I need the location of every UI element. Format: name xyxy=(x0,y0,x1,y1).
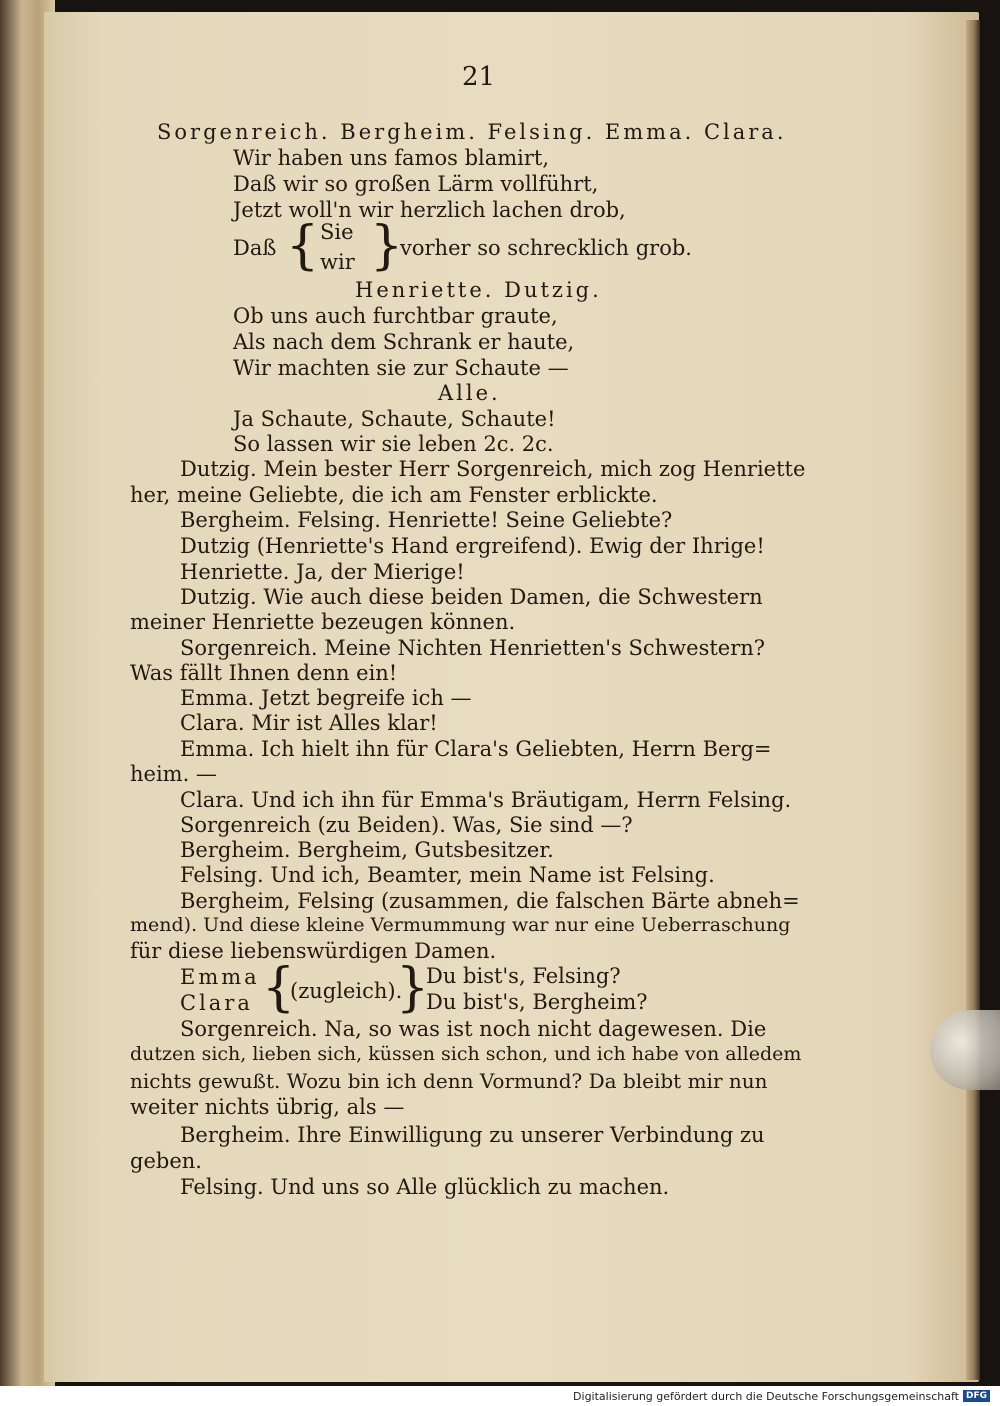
line-26: Clara. Und ich ihn für Emma's Bräutigam, Herrn Felsing. xyxy=(180,788,792,812)
line-11: Ja Schaute, Schaute, Schaute! xyxy=(233,407,556,431)
line-34: Sorgenreich. Na, so was ist noch nicht dagewesen. Die xyxy=(180,1017,767,1041)
line-32: für diese liebenswürdigen Damen. xyxy=(130,939,497,963)
footer-bar xyxy=(0,1386,1000,1406)
line-37: weiter nichts übrig, als — xyxy=(130,1095,405,1119)
line-4: Jetzt woll'n wir herzlich lachen drob, xyxy=(233,198,626,222)
line-5-rest: vorher so schrecklich grob. xyxy=(400,236,692,260)
line-17: Henriette. Ja, der Mierige! xyxy=(180,560,465,584)
line-33-zugleich: (zugleich). xyxy=(290,979,403,1003)
line-25: heim. — xyxy=(130,762,217,786)
line-5-dass: Daß xyxy=(233,236,277,260)
brace-right-2: } xyxy=(396,958,430,1018)
brace-left-2: { xyxy=(262,958,296,1018)
line-22: Emma. Jetzt begreife ich — xyxy=(180,686,472,710)
line-9: Wir machten sie zur Schaute — xyxy=(233,356,569,380)
line-36: nichts gewußt. Wozu bin ich denn Vormund? Da bleibt mir nun xyxy=(130,1069,768,1093)
line-20: Sorgenreich. Meine Nichten Henrietten's Schwestern? xyxy=(180,636,766,660)
line-3: Daß wir so großen Lärm vollführt, xyxy=(233,172,599,196)
line-19: meiner Henriette bezeugen können. xyxy=(130,610,516,634)
line-18: Dutzig. Wie auch diese beiden Damen, die Schwestern xyxy=(180,585,763,609)
brace-left-1: { xyxy=(286,216,320,276)
line-13: Dutzig. Mein bester Herr Sorgenreich, mich zog Henriette xyxy=(180,457,806,481)
line-10: Alle. xyxy=(438,381,501,405)
line-7: Ob uns auch furchtbar graute, xyxy=(233,304,558,328)
line-35: dutzen sich, lieben sich, küssen sich schon, und ich habe von alledem xyxy=(130,1043,802,1065)
line-21: Was fällt Ihnen denn ein! xyxy=(130,661,398,685)
line-24: Emma. Ich hielt ihn für Clara's Geliebten, Herrn Berg= xyxy=(180,737,772,761)
line-16: Dutzig (Henriette's Hand ergreifend). Ewig der Ihrige! xyxy=(180,534,765,558)
brace-right-1: } xyxy=(370,216,404,276)
dfg-logo: DFG xyxy=(963,1390,990,1402)
line-23: Clara. Mir ist Alles klar! xyxy=(180,711,438,735)
line-33-felsing: Du bist's, Felsing? xyxy=(426,964,621,988)
footer-text: Digitalisierung gefördert durch die Deutsche Forschungsgemeinschaft xyxy=(573,1389,959,1403)
line-33-clara: Clara xyxy=(180,991,253,1015)
line-6: Henriette. Dutzig. xyxy=(355,278,602,302)
line-2: Wir haben uns famos blamirt, xyxy=(233,146,550,170)
line-38: Bergheim. Ihre Einwilligung zu unserer Verbindung zu xyxy=(180,1123,765,1147)
book-right-edge xyxy=(966,20,980,1380)
line-33-emma: Emma xyxy=(180,965,260,989)
line-40: Felsing. Und uns so Alle glücklich zu machen. xyxy=(180,1175,670,1199)
page-number: 21 xyxy=(462,62,496,92)
line-27: Sorgenreich (zu Beiden). Was, Sie sind —? xyxy=(180,813,633,837)
line-33-bergheim: Du bist's, Bergheim? xyxy=(426,990,648,1014)
line-1: Sorgenreich. Bergheim. Felsing. Emma. Clara. xyxy=(157,120,787,144)
line-14: her, meine Geliebte, die ich am Fenster erblickte. xyxy=(130,483,658,507)
line-39: geben. xyxy=(130,1149,202,1173)
line-30: Bergheim, Felsing (zusammen, die falschen Bärte abneh= xyxy=(180,889,800,913)
line-12: So lassen wir sie leben 2c. 2c. xyxy=(233,432,554,456)
line-5-sie: Sie xyxy=(320,220,354,244)
line-31: mend). Und diese kleine Vermummung war nur eine Ueberraschung xyxy=(130,914,791,936)
line-5-wir: wir xyxy=(320,250,355,274)
line-28: Bergheim. Bergheim, Gutsbesitzer. xyxy=(180,838,554,862)
line-15: Bergheim. Felsing. Henriette! Seine Geliebte? xyxy=(180,508,673,532)
line-8: Als nach dem Schrank er haute, xyxy=(233,330,575,354)
line-29: Felsing. Und ich, Beamter, mein Name ist Felsing. xyxy=(180,863,715,887)
page-clip xyxy=(930,1010,1000,1090)
